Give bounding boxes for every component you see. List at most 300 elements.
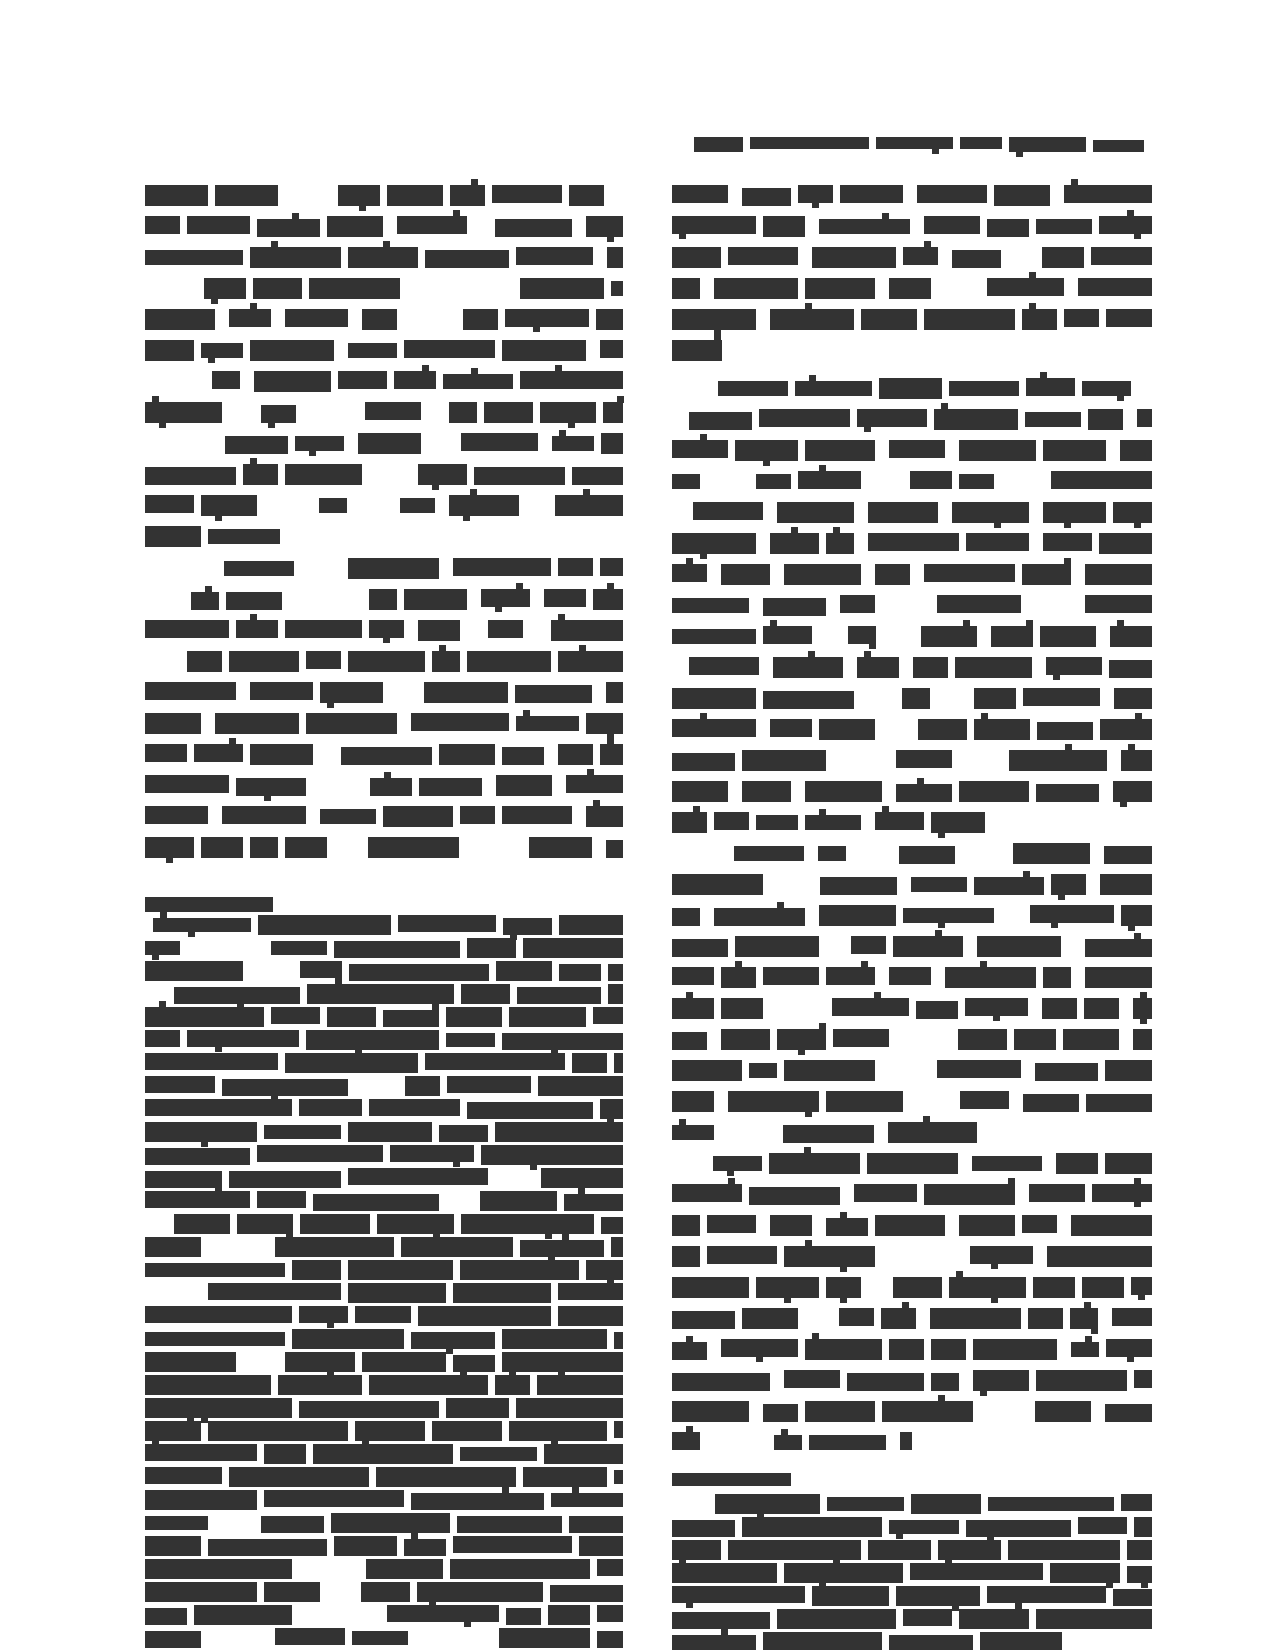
word-block — [201, 343, 243, 358]
word-block — [597, 1559, 623, 1576]
word-block — [1033, 1277, 1075, 1298]
word-block — [145, 961, 243, 981]
word-block — [145, 744, 187, 762]
word-block — [937, 1060, 1021, 1078]
word-block — [537, 1375, 623, 1395]
descender-pixel — [1091, 1328, 1098, 1334]
word-block — [550, 1585, 623, 1602]
word-block — [1120, 440, 1152, 461]
word-block — [713, 1156, 762, 1171]
word-block — [222, 806, 306, 824]
word-block — [1036, 784, 1099, 802]
word-block — [145, 1053, 278, 1070]
word-block — [411, 1493, 544, 1510]
ascender-pixel — [1029, 303, 1036, 310]
word-block — [672, 1612, 770, 1629]
word-block — [893, 936, 963, 957]
word-block — [564, 1194, 623, 1211]
ascender-pixel — [607, 583, 614, 590]
ascender-pixel — [963, 620, 970, 627]
word-block — [309, 278, 400, 299]
word-block — [938, 1540, 1001, 1560]
word-block — [672, 474, 700, 489]
word-block — [572, 467, 623, 485]
word-block — [225, 436, 288, 454]
word-block — [937, 595, 1021, 613]
word-block — [331, 1513, 450, 1533]
word-block — [523, 938, 623, 958]
ascender-pixel — [938, 1395, 945, 1402]
word-block — [903, 247, 938, 265]
word-block — [672, 1635, 756, 1650]
word-block — [520, 1240, 604, 1257]
word-block — [868, 502, 938, 523]
word-block — [145, 1375, 271, 1395]
word-block — [931, 1339, 966, 1360]
word-block — [572, 1053, 607, 1073]
ascender-pixel — [1071, 179, 1078, 186]
word-block — [1105, 1404, 1152, 1422]
word-block — [672, 1215, 700, 1236]
word-block — [250, 744, 313, 765]
ascender-pixel — [714, 334, 721, 341]
word-block — [579, 1536, 623, 1556]
descender-pixel — [1120, 801, 1127, 807]
ascender-pixel — [693, 806, 700, 813]
word-block — [387, 1605, 499, 1622]
word-block — [275, 1628, 345, 1645]
ascender-pixel — [861, 961, 868, 968]
word-block — [261, 405, 296, 423]
word-block — [541, 1168, 623, 1188]
word-block — [460, 1260, 579, 1280]
word-block — [1014, 1029, 1056, 1050]
word-block — [974, 719, 1030, 740]
word-block — [555, 495, 623, 516]
word-block — [432, 1421, 502, 1441]
word-block — [988, 1497, 1114, 1511]
word-block — [502, 340, 586, 361]
word-block — [237, 1214, 293, 1234]
descender-pixel — [812, 202, 819, 208]
word-block — [1047, 1246, 1152, 1267]
word-block — [672, 1342, 707, 1360]
word-block — [224, 561, 294, 576]
word-block — [889, 967, 931, 985]
word-block — [348, 651, 425, 672]
word-block — [204, 278, 246, 299]
word-block — [424, 682, 508, 703]
word-block — [506, 1608, 541, 1625]
descender-pixel — [607, 236, 614, 242]
word-block — [377, 1214, 454, 1234]
word-block — [208, 1283, 341, 1300]
ascender-pixel — [1029, 272, 1036, 279]
word-block — [300, 961, 342, 978]
word-block — [910, 1563, 1043, 1580]
word-block — [966, 1520, 1071, 1537]
word-block — [721, 998, 763, 1019]
word-block — [254, 371, 331, 392]
ascender-pixel — [523, 710, 530, 717]
word-block — [558, 558, 593, 576]
word-block — [194, 1605, 292, 1625]
ascender-pixel — [327, 1369, 334, 1376]
ascender-pixel — [1040, 372, 1047, 379]
word-block — [320, 809, 376, 824]
word-block — [672, 1311, 735, 1329]
word-block — [689, 657, 759, 675]
word-block — [994, 185, 1050, 206]
word-block — [857, 657, 899, 678]
word-block — [769, 1153, 860, 1174]
ascender-pixel — [987, 1534, 994, 1541]
ascender-pixel — [812, 1333, 819, 1340]
word-block — [882, 1401, 973, 1422]
word-block — [742, 1517, 882, 1537]
word-block — [672, 998, 714, 1019]
ascender-pixel — [819, 1023, 826, 1030]
body-paragraph-2 — [145, 558, 623, 866]
ascender-pixel — [805, 303, 812, 310]
word-block — [467, 1102, 593, 1119]
word-block — [952, 502, 1029, 523]
descender-pixel — [383, 637, 390, 643]
descender-pixel — [869, 643, 876, 649]
word-block — [558, 1283, 623, 1300]
word-block — [306, 713, 397, 734]
word-block — [502, 1033, 623, 1050]
word-block — [608, 964, 623, 981]
word-block — [349, 964, 489, 981]
word-block — [955, 657, 1032, 678]
ascender-pixel — [1084, 1302, 1091, 1309]
word-block — [145, 1536, 201, 1556]
word-block — [721, 967, 756, 988]
word-block — [1114, 688, 1152, 709]
ascender-pixel — [453, 210, 460, 217]
word-block — [991, 626, 1033, 647]
word-block — [338, 371, 387, 389]
word-block — [404, 340, 495, 358]
ascender-pixel — [941, 403, 948, 410]
word-block — [446, 1033, 495, 1047]
word-block — [313, 1444, 453, 1464]
descender-pixel — [840, 1266, 847, 1272]
word-block — [707, 1246, 777, 1264]
descender-pixel — [211, 298, 218, 304]
ascender-pixel — [700, 434, 707, 441]
descender-pixel — [840, 1297, 847, 1303]
descender-pixel — [700, 553, 707, 559]
word-block — [896, 750, 952, 768]
word-block — [749, 1187, 840, 1205]
word-block — [1112, 1308, 1152, 1326]
ascender-pixel — [833, 527, 840, 534]
word-block — [672, 278, 700, 299]
word-block — [145, 1122, 257, 1142]
word-block — [949, 1277, 1026, 1298]
word-block — [763, 691, 854, 709]
word-block — [672, 1520, 735, 1537]
word-block — [847, 1373, 924, 1391]
word-block — [1013, 843, 1090, 864]
descender-pixel — [201, 1417, 208, 1423]
ascender-pixel — [735, 961, 742, 968]
word-block — [187, 651, 222, 672]
word-block — [749, 1063, 777, 1078]
word-block — [958, 1029, 1007, 1050]
descender-pixel — [1058, 894, 1065, 900]
descender-pixel — [952, 1605, 959, 1611]
ascender-pixel — [1134, 933, 1141, 940]
word-block — [1036, 1609, 1152, 1629]
word-block — [1023, 688, 1100, 706]
descender-pixel — [432, 484, 439, 490]
word-block — [271, 941, 327, 955]
word-block — [484, 402, 533, 423]
ascender-pixel — [607, 738, 614, 745]
word-block — [250, 247, 341, 268]
word-block — [1008, 1540, 1120, 1560]
descender-pixel — [545, 1233, 552, 1239]
word-block — [145, 1191, 250, 1208]
descender-pixel — [568, 422, 575, 428]
word-block — [397, 216, 467, 234]
word-block — [1104, 846, 1152, 864]
word-block — [145, 340, 194, 361]
word-block — [418, 1306, 551, 1326]
word-block — [1022, 309, 1057, 330]
descender-pixel — [159, 422, 166, 428]
word-block — [1105, 1060, 1152, 1081]
word-block — [1036, 1370, 1127, 1391]
ascender-pixel — [1064, 558, 1071, 565]
word-block — [1113, 1589, 1152, 1606]
body-paragraph-4 — [672, 1153, 1152, 1461]
word-block — [672, 753, 735, 771]
word-block — [714, 812, 749, 830]
word-block — [517, 987, 601, 1004]
word-block — [980, 1632, 1062, 1650]
descender-pixel — [1138, 1294, 1145, 1300]
word-block — [383, 1010, 439, 1027]
descender-pixel — [495, 606, 502, 612]
word-block — [145, 1421, 201, 1441]
descender-pixel — [1141, 1582, 1148, 1588]
word-block — [292, 1260, 341, 1280]
word-block — [319, 498, 347, 513]
word-block — [672, 1401, 749, 1422]
word-block — [812, 247, 896, 268]
word-block — [672, 1563, 777, 1583]
word-block — [449, 402, 477, 423]
word-block — [672, 908, 700, 926]
ascender-pixel — [160, 912, 167, 919]
ascender-pixel — [770, 620, 777, 627]
word-block — [369, 589, 397, 610]
word-block — [201, 495, 257, 516]
word-block — [607, 247, 623, 268]
word-block — [461, 984, 510, 1004]
word-block — [848, 626, 876, 644]
word-block — [1121, 750, 1152, 771]
word-block — [784, 1370, 840, 1388]
word-block — [145, 713, 201, 734]
ascender-pixel — [250, 614, 257, 621]
descender-pixel — [530, 1164, 537, 1170]
ascender-pixel — [559, 430, 566, 437]
body-paragraph-3 — [672, 843, 1152, 1151]
ascender-pixel — [516, 583, 523, 590]
word-block — [840, 595, 875, 613]
descender-pixel — [264, 795, 271, 801]
word-block — [516, 1398, 623, 1418]
word-block — [503, 918, 552, 935]
word-block — [672, 1432, 700, 1450]
word-block — [548, 1605, 590, 1625]
ascender-pixel — [805, 1240, 812, 1247]
word-block — [959, 440, 1036, 461]
descender-pixel — [938, 832, 945, 838]
word-block — [258, 915, 391, 935]
word-block — [369, 620, 404, 638]
word-block — [916, 1001, 958, 1019]
ascender-pixel — [1117, 620, 1124, 627]
word-block — [145, 1306, 292, 1323]
word-block — [418, 464, 467, 485]
word-block — [805, 1401, 875, 1422]
word-block — [672, 1277, 749, 1298]
word-block — [586, 806, 623, 827]
word-block — [145, 1467, 222, 1484]
word-block — [1133, 1029, 1152, 1050]
word-block — [586, 216, 623, 237]
word-block — [348, 343, 397, 358]
word-block — [987, 278, 1064, 296]
word-block — [370, 778, 412, 796]
word-block — [672, 185, 728, 203]
descender-pixel — [327, 1322, 334, 1328]
word-block — [756, 1277, 819, 1298]
ascender-pixel — [686, 558, 693, 565]
ascender-pixel — [335, 978, 342, 985]
word-block — [529, 837, 592, 858]
descender-pixel — [980, 1390, 987, 1396]
word-block — [355, 1421, 425, 1441]
ascender-pixel — [721, 1629, 728, 1636]
word-block — [1071, 1215, 1152, 1236]
word-block — [1043, 440, 1106, 461]
word-block — [735, 936, 819, 957]
word-block — [460, 806, 495, 824]
word-block — [1110, 626, 1152, 647]
word-block — [383, 806, 453, 827]
word-block — [352, 1631, 408, 1645]
word-block — [523, 1467, 607, 1487]
word-block — [1064, 185, 1152, 203]
word-block — [208, 1539, 327, 1556]
word-block — [1085, 967, 1152, 988]
word-block — [721, 1339, 798, 1357]
word-block — [145, 1148, 250, 1165]
word-block — [597, 1631, 623, 1648]
descender-pixel — [896, 1533, 903, 1539]
word-block — [910, 471, 952, 489]
word-block — [453, 1536, 572, 1553]
word-block — [770, 1215, 812, 1236]
word-block — [970, 1246, 1033, 1264]
word-block — [194, 744, 243, 762]
word-block — [742, 750, 826, 771]
word-block — [1099, 533, 1152, 554]
word-block — [714, 278, 798, 299]
word-block — [759, 409, 850, 427]
word-block — [145, 185, 208, 206]
ascender-pixel — [383, 241, 390, 248]
word-block — [672, 1091, 714, 1112]
word-block — [496, 775, 552, 796]
word-block — [348, 1122, 432, 1142]
word-block — [569, 1516, 623, 1533]
ascender-pixel — [874, 992, 881, 999]
descender-pixel — [1134, 522, 1141, 528]
word-block — [728, 247, 798, 265]
ascender-pixel — [215, 1185, 222, 1192]
word-block — [966, 533, 1029, 551]
word-block — [558, 744, 593, 765]
word-block — [672, 440, 728, 458]
word-block — [973, 1370, 1029, 1391]
ascender-pixel — [819, 465, 826, 472]
word-block — [881, 1308, 916, 1329]
word-block — [805, 1339, 882, 1360]
word-block — [931, 1373, 959, 1391]
word-block — [809, 1435, 886, 1450]
ascender-pixel — [1134, 1178, 1141, 1185]
ascender-pixel — [923, 1116, 930, 1123]
word-block — [672, 1184, 742, 1202]
word-block — [145, 806, 208, 824]
word-block — [614, 1421, 623, 1438]
word-block — [369, 1375, 488, 1395]
word-block — [327, 216, 383, 237]
word-block — [1043, 533, 1092, 551]
word-block — [1088, 409, 1123, 430]
word-block — [819, 719, 875, 740]
word-block — [145, 1444, 257, 1461]
word-block — [875, 564, 910, 585]
word-block — [492, 185, 562, 203]
word-block — [1071, 1342, 1099, 1357]
word-block — [924, 216, 980, 234]
word-block — [257, 1145, 383, 1162]
ascender-pixel — [686, 992, 693, 999]
ascender-pixel — [1008, 1178, 1015, 1185]
word-block — [243, 464, 278, 485]
word-block — [566, 775, 623, 793]
word-block — [1133, 998, 1152, 1019]
descender-pixel — [152, 954, 159, 960]
ascender-pixel — [686, 1336, 693, 1343]
word-block — [1050, 1563, 1120, 1583]
word-block — [783, 1125, 874, 1143]
word-block — [1106, 1339, 1152, 1357]
descender-pixel — [533, 326, 540, 332]
word-block — [145, 467, 236, 485]
word-block — [488, 620, 523, 638]
word-block — [460, 1447, 537, 1461]
